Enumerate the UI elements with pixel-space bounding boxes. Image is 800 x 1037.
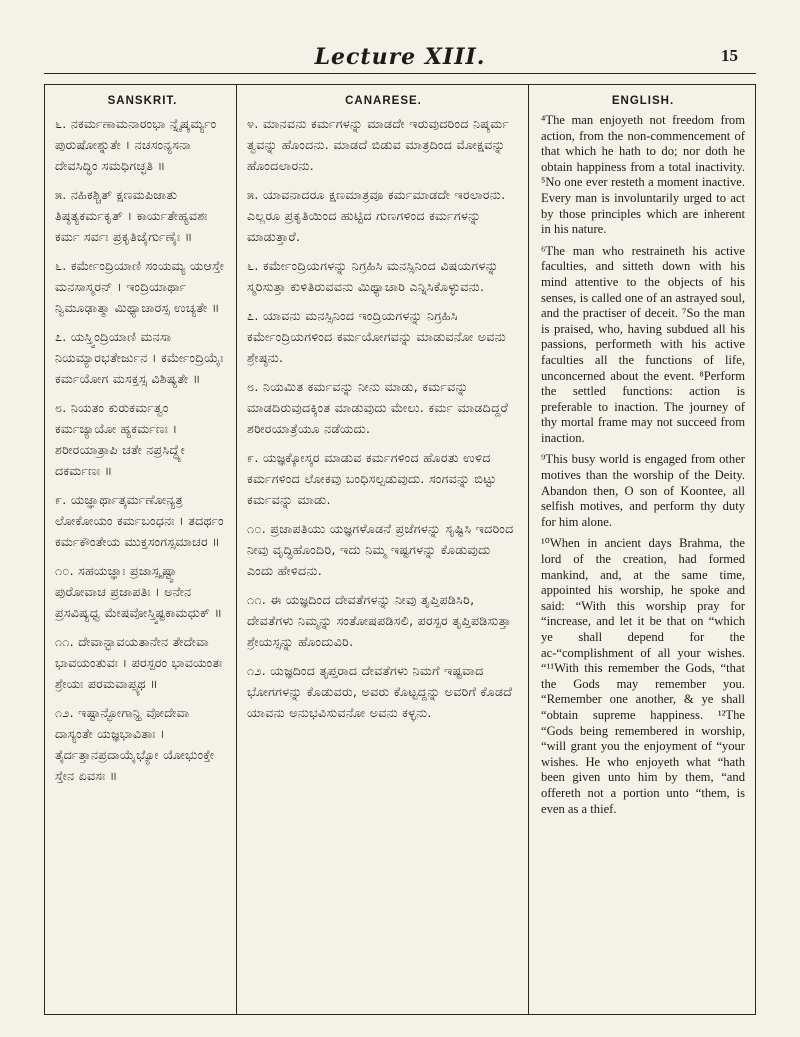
text-frame <box>44 84 756 1015</box>
sanskrit-verse: ೧೧. ದೇವಾನ್ಭಾವಯತಾನೇನ ತೇದೇವಾ ಭಾವಯಂತುವಃ । ಪರಸ್ಪರಂ ಭಾವಯಂತಃ ಶ್ರೇಯಃ ಪರಮವಾಪ್ಸ್ಯಥ ॥ <box>55 634 223 691</box>
english-paragraph: ⁹This busy world is engaged from other motives than the worship of the Deity. Abandon then, O son of Koontee, all selfish motives, and perform thy duty for him alone. <box>541 452 745 529</box>
header-rule <box>44 73 756 74</box>
sanskrit-verse: ೬. ನಕರ್ಮಣಾಮನಾರಂಭಾ ನ್ನೈಷ್ಕರ್ಮ್ಯಂ ಪುರುಷೋಶ್ನುತೇ । ನಚಸಂನ್ಯಸನಾ ದೇವಸಿದ್ಧಿಂ ಸಮಧಿಗಚ್ಛತಿ ॥ <box>55 116 217 173</box>
sanskrit-column <box>45 85 237 1014</box>
page-number: 15 <box>721 46 738 65</box>
canarese-verse: ೮. ನಿಯಮಿತ ಕರ್ಮವನ್ನು ನೀನು ಮಾಡು, ಕರ್ಮವನ್ನು ಮಾಡದಿರುವುದಕ್ಕಿಂತ ಮಾಡುವುದು ಮೇಲು. ಕರ್ಮ ಮಾಡದಿದ್ದರೆ ಶರೀರಯಾತ್ರೆಯೂ ನಡೆಯದು. <box>247 379 509 436</box>
sanskrit-verse: ೬. ಕರ್ಮೇಂದ್ರಿಯಾಣಿ ಸಂಯಮ್ಯ ಯಆಸ್ತೇ ಮನಸಾಸ್ಮರನ್ । ಇಂದ್ರಿಯಾರ್ಥಾ ನ್ವಿಮೂಢಾತ್ಮಾ ಮಿಥ್ಯಾಚಾರಸ್ಸ ಉಚ್ಯತೇ ॥ <box>55 258 225 315</box>
canarese-verse: ೧೨. ಯಜ್ಞದಿಂದ ತೃಪ್ತರಾದ ದೇವತೆಗಳು ನಿಮಗೆ ಇಷ್ಟವಾದ ಭೋಗಗಳನ್ನು ಕೊಡುವರು, ಅವರು ಕೊಟ್ಟದ್ದನ್ನು ಅವರಿಗೆ ಕೊಡದೆ ಯಾವನು ಅನುಭವಿಸುವನೋ ಅವನು ಕಳ್ಳನು. <box>247 663 513 720</box>
sanskrit-verse: ೧೦. ಸಹಯಜ್ಞಾಃ ಪ್ರಜಾಸ್ಸೃಷ್ಟ್ವಾ ಪುರೋವಾಚ ಪ್ರಜಾಪತಿಃ । ಅನೇನ ಪ್ರಸವಿಷ್ಯಧ್ವ ಮೇಷವೋಸ್ತ್ವಿಷ್ಟಕಾಮಧುಕ್ ॥ <box>55 563 223 620</box>
english-paragraph: ¹⁰When in ancient days Brahma, the lord of the creation, had formed mankind, and, at the same time, appointed his worship, he spoke and said: “With this worship pray for “increase, and let it be that on “which ye shall depend for the ac-“complishment of all your wishes. “¹¹With this remember the Gods, “that the Gods may remember you. “Remember one another, & ye shall “obtain supreme happiness. ¹²The “Gods being remembered in worship, “will grant you the enjoyment of “your wishes. He who enjoyeth what “hath been given unto him by them, “and offereth not a portion unto “them, is even as a thief. <box>541 536 745 816</box>
canarese-verse: ೯. ಯಜ್ಞಕ್ಕೋಸ್ಕರ ಮಾಡುವ ಕರ್ಮಗಳಿಂದ ಹೊರತು ಉಳಿದ ಕರ್ಮಗಳಿಂದ ಲೋಕವು ಬಂಧಿಸಲ್ಪಡುವುದು. ಸಂಗವನ್ನು ಬಿಟ್ಟು ಕರ್ಮವನ್ನು ಮಾಡು. <box>247 450 497 507</box>
canarese-verse: ೧೧. ಈ ಯಜ್ಞದಿಂದ ದೇವತೆಗಳನ್ನು ನೀವು ತೃಪ್ತಿಪಡಿಸಿರಿ, ದೇವತೆಗಳು ನಿಮ್ಮನ್ನು ಸಂತೋಷಪಡಿಸಲಿ, ಪರಸ್ಪರ ತೃಪ್ತಿಪಡಿಸುತ್ತಾ ಶ್ರೇಯಸ್ಸನ್ನು ಹೊಂದುವಿರಿ. <box>247 592 512 649</box>
sanskrit-verse: ೯. ಯಜ್ಞಾರ್ಥಾತ್ಕರ್ಮಣೋನ್ಯತ್ರ ಲೋಕೋಯಂ ಕರ್ಮಬಂಧನಃ । ತದರ್ಥಂ ಕರ್ಮಕೌಂತೇಯ ಮುಕ್ತಸಂಗಸ್ಸಮಾಚರ ॥ <box>55 492 224 549</box>
canarese-verse: ೬. ಕರ್ಮೇಂದ್ರಿಯಗಳನ್ನು ನಿಗ್ರಹಿಸಿ ಮನಸ್ಸಿನಿಂದ ವಿಷಯಗಳನ್ನು ಸ್ಮರಿಸುತ್ತಾ ಕುಳಿತಿರುವವನು ಮಿಥ್ಯಾಚಾರಿ ಎನ್ನಿಸಿಕೊಳ್ಳುವನು. <box>247 258 499 294</box>
canarese-verse: ೭. ಯಾವನು ಮನಸ್ಸಿನಿಂದ ಇಂದ್ರಿಯಗಳನ್ನು ನಿಗ್ರಹಿಸಿ ಕರ್ಮೇಂದ್ರಿಯಗಳಿಂದ ಕರ್ಮಯೋಗವನ್ನು ಮಾಡುವನೋ ಅವನು ಶ್ರೇಷ್ಠನು. <box>247 308 506 365</box>
canarese-verse: ೪. ಮಾನವನು ಕರ್ಮಗಳನ್ನು ಮಾಡದೇ ಇರುವುದರಿಂದ ನಿಷ್ಕರ್ಮ ತ್ವವನ್ನು ಹೊಂದನು. ಮಾಡದೆ ಬಿಡುವ ಮಾತ್ರದಿಂದ ಮೋಕ್ಷವನ್ನು ಹೊಂದಲಾರನು. <box>247 116 510 173</box>
canarese-verse: ೧೦. ಪ್ರಜಾಪತಿಯು ಯಜ್ಞಗಳೊಡನೆ ಪ್ರಜೆಗಳನ್ನು ಸೃಷ್ಟಿಸಿ ಇದರಿಂದ ನೀವು ವೃದ್ಧಿಹೊಂದಿರಿ, ಇದು ನಿಮ್ಮ ಇಷ್ಟಗಳನ್ನು ಕೊಡುವುದು ಎಂದು ಹೇಳಿದನು. <box>247 521 514 578</box>
canarese-verse: ೫. ಯಾವನಾದರೂ ಕ್ಷಣಮಾತ್ರವೂ ಕರ್ಮಮಾಡದೇ ಇರಲಾರನು. ಎಲ್ಲರೂ ಪ್ರಕೃತಿಯಿಂದ ಹುಟ್ಟಿದ ಗುಣಗಳಿಂದ ಕರ್ಮಗಳನ್ನು ಮಾಡುತ್ತಾರೆ. <box>247 187 506 244</box>
running-title: Lecture XIII. <box>314 44 486 70</box>
running-head <box>0 44 800 84</box>
sanskrit-verse: ೧೨. ಇಷ್ಟಾನ್ಭೋಗಾನ್ಹಿ ವೋದೇವಾ ದಾಸ್ಯಂತೇ ಯಜ್ಞಭಾವಿತಾಃ । ತೈರ್ದತ್ತಾನಪ್ರದಾಯೈಭ್ಯೋ ಯೋಭುಂಕ್ತೇ ಸ್ತೇನ ಏವಸಃ ॥ <box>55 705 215 783</box>
canarese-header: CANARESE. <box>345 95 422 107</box>
english-column <box>529 85 755 1014</box>
english-paragraph: ⁴The man enjoyeth not freedom from action, from the non-commencement of that which he hath to do; nor doth he obtain happiness from a total inactivity. ⁵No one ever resteth a moment inactive. Every man is involuntarily urged to act by those principles which are inherent in his nature. <box>541 113 745 237</box>
sanskrit-verse: ೫. ನಹಿಕಶ್ಚಿತ್ ಕ್ಷಣಮಪಿಜಾತು ತಿಷ್ಠತ್ಯಕರ್ಮಕೃತ್ । ಕಾರ್ಯತೇಹ್ಯವಶಃ ಕರ್ಮ ಸರ್ವಃ ಪ್ರಕೃತಿಜೈರ್ಗುಣೈಃ ॥ <box>55 187 208 244</box>
sanskrit-verse: ೭. ಯಸ್ತ್ವಿಂದ್ರಿಯಾಣಿ ಮನಸಾ ನಿಯಮ್ಯಾರಭತೇರ್ಜುನ । ಕರ್ಮೇಂದ್ರಿಯೈಃ ಕರ್ಮಯೋಗ ಮಸಕ್ತಸ್ಸ ವಿಶಿಷ್ಯತೇ ॥ <box>55 329 224 386</box>
english-paragraph: ⁶The man who restraineth his active faculties, and sitteth down with his mind attentive to the objects of his senses, is called one of an astrayed soul, and the practiser of deceit. ⁷So the man is praised, who, having subdued all his passions, performeth with his active faculties all the functions of life, unconcerned about the event. ⁸Perform the settled functions: action is preferable to inaction. The journey of thy mortal frame may not succeed from inaction. <box>541 243 745 445</box>
english-header: ENGLISH. <box>611 95 675 107</box>
sanskrit-verse: ೮. ನಿಯತಂ ಕುರುಕರ್ಮತ್ವಂ ಕರ್ಮಜ್ಯಾಯೋ ಹ್ಯಕರ್ಮಣಃ । ಶರೀರಯಾತ್ರಾಪಿ ಚತೇ ನಪ್ರಸಿದ್ಧ್ಯೇ ದಕರ್ಮಣಃ ॥ <box>55 400 186 478</box>
canarese-column <box>237 85 529 1014</box>
sanskrit-header: SANSKRIT. <box>107 95 178 107</box>
